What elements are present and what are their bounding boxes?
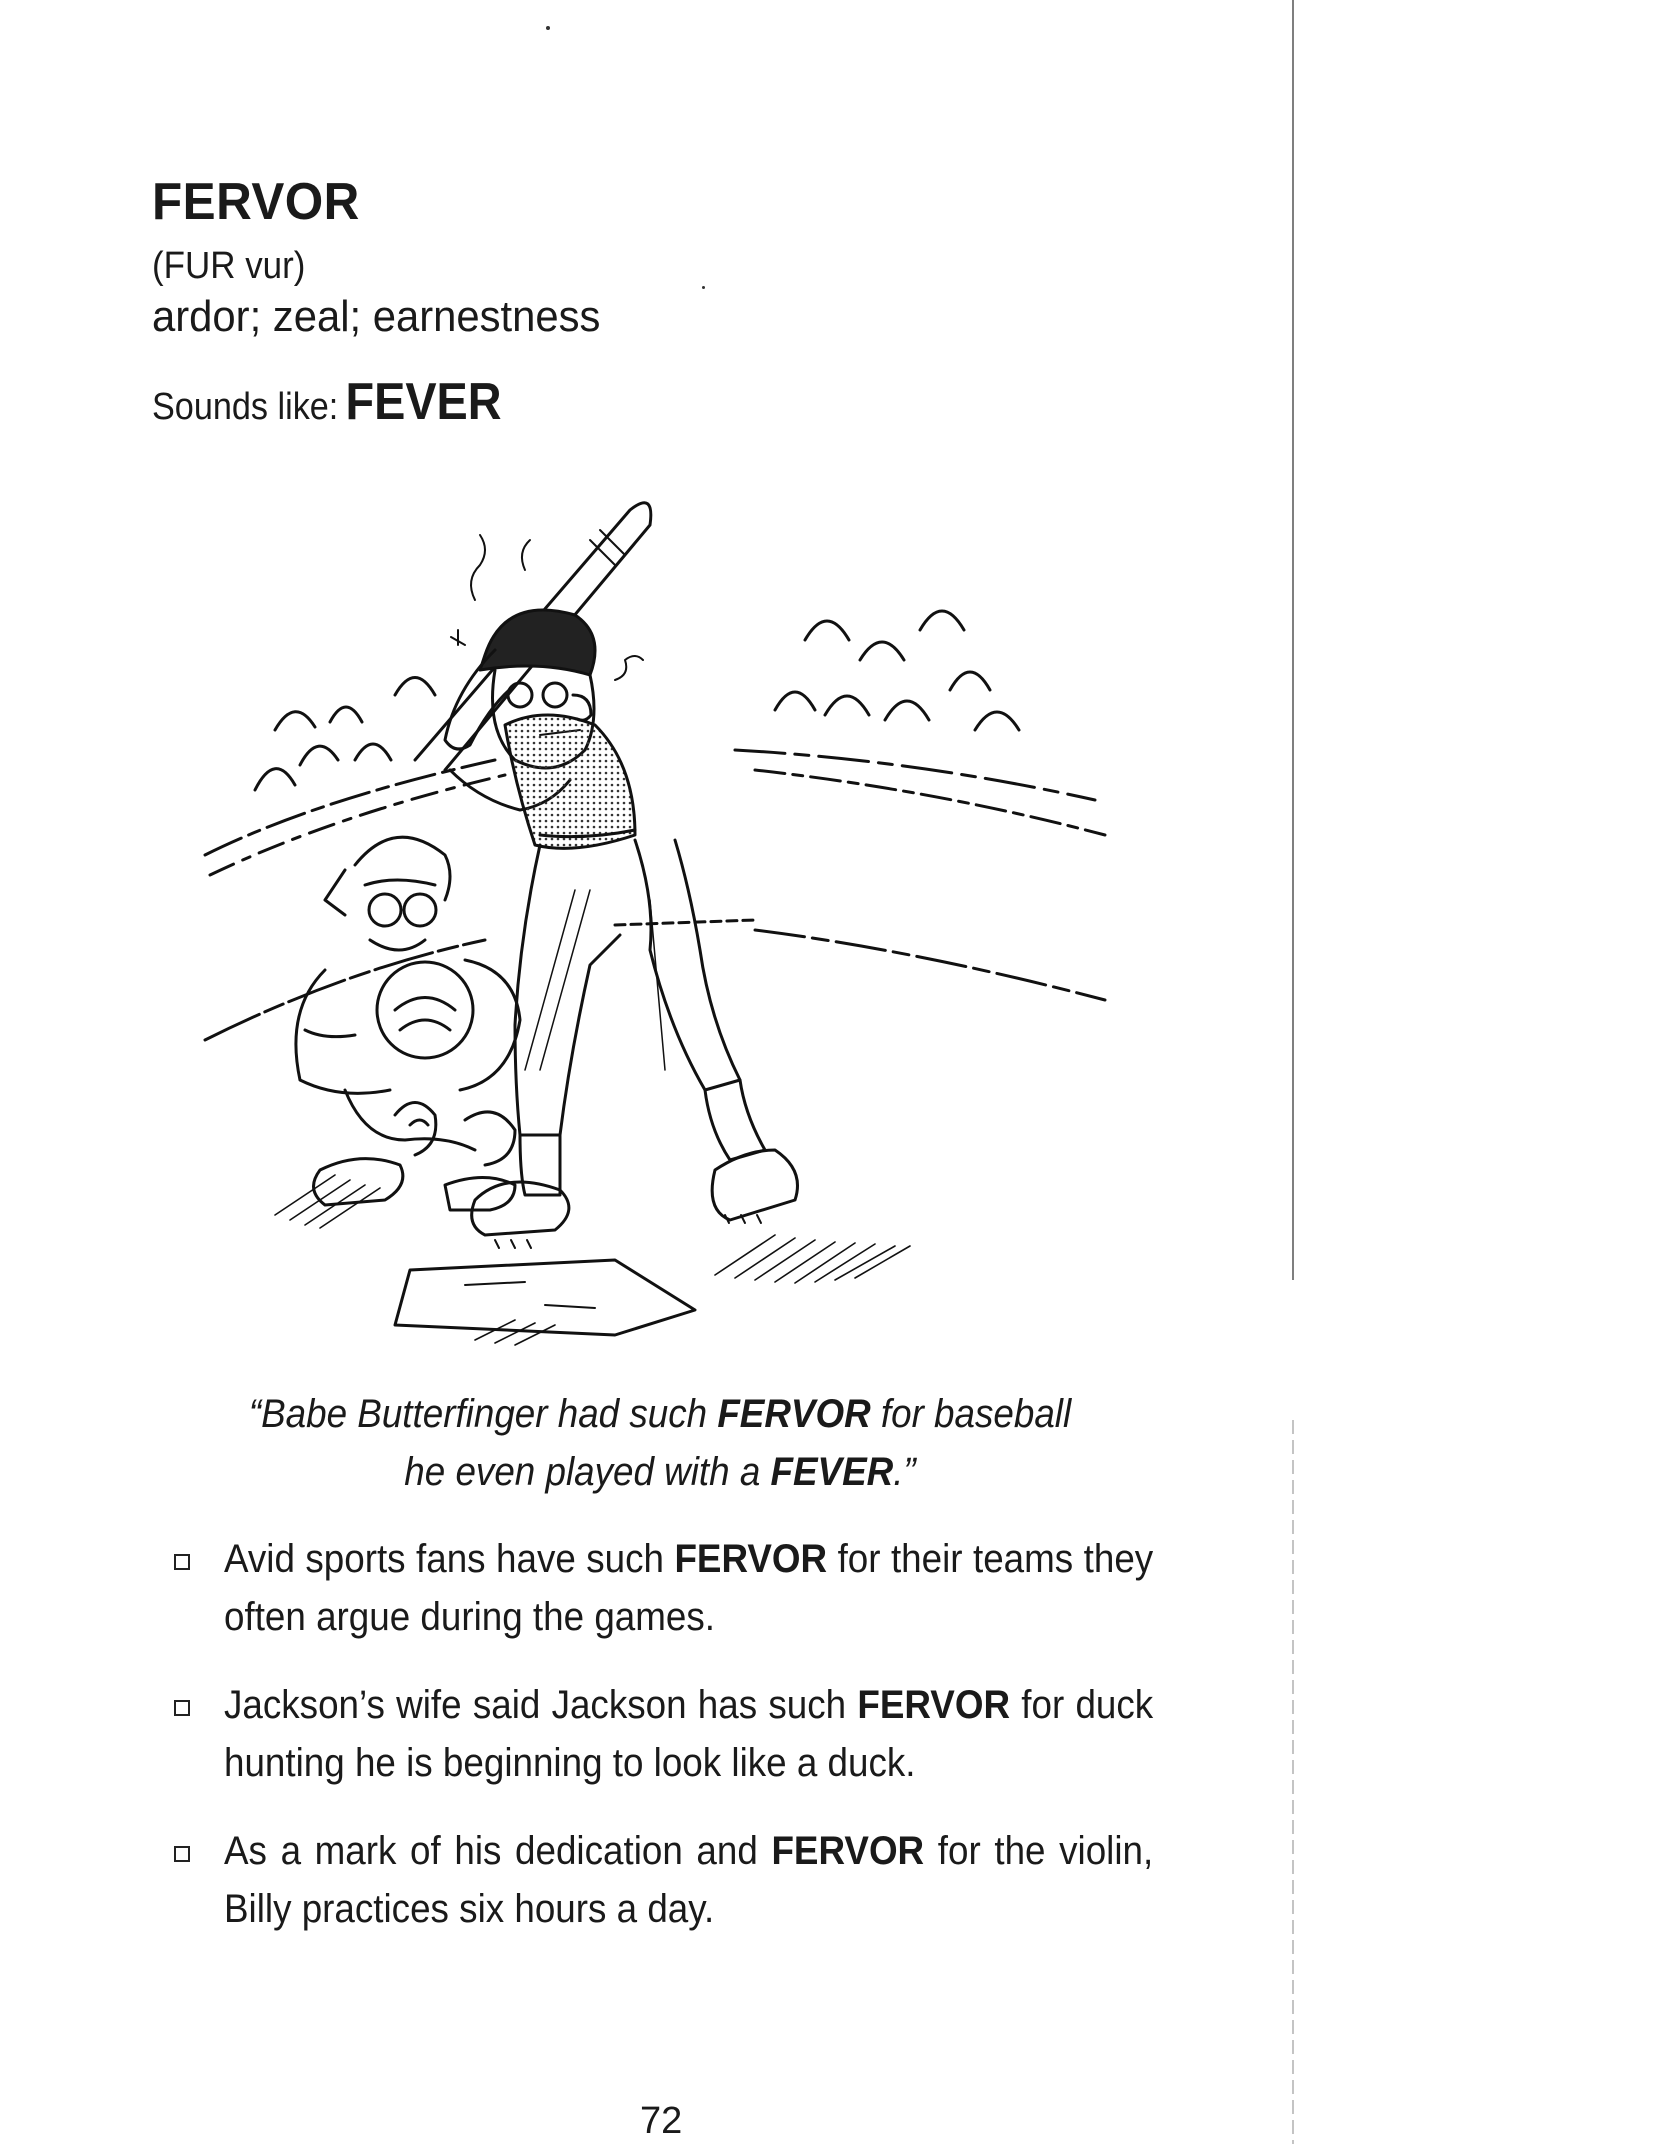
ink-speck (546, 26, 550, 30)
stadium-wall (205, 750, 1105, 875)
example-text: Avid sports fans have such FERVOR for their teams they often argue during the games. (224, 1537, 1154, 1639)
page-number: 72 (640, 2100, 683, 2142)
definition: ardor; zeal; earnestness (152, 292, 601, 341)
checkbox-bullet-icon (174, 1554, 190, 1570)
caption-text: “Babe Butterfinger had such (248, 1392, 718, 1436)
example-item (168, 1530, 1158, 1646)
checkbox-bullet-icon (174, 1846, 190, 1862)
sounds-like (152, 372, 502, 432)
example-item (168, 1822, 1158, 1938)
ink-speck (702, 286, 705, 289)
sounds-like-label: Sounds like: (152, 386, 339, 428)
infield-line (205, 920, 1105, 1040)
caption-text: for baseball he even played with a (404, 1392, 1072, 1494)
catcher (296, 837, 520, 1210)
baseball-cartoon-illustration (195, 470, 1135, 1370)
example-sentences (168, 1530, 1158, 1968)
binding-edge (1290, 0, 1296, 2144)
example-item (168, 1676, 1158, 1792)
home-plate (395, 1260, 695, 1335)
example-text: Jackson’s wife said Jackson has such FERVOR for duck hunting he is beginning to look like a duck. (224, 1683, 1154, 1785)
entry-word: FERVOR (152, 173, 360, 231)
pronunciation: (FUR vur) (152, 245, 306, 287)
crowd (255, 611, 1019, 790)
caption-text: .” (893, 1450, 916, 1494)
checkbox-bullet-icon (174, 1700, 190, 1716)
illustration-caption (237, 1385, 1083, 1501)
example-text: As a mark of his dedication and FERVOR for the violin, Billy practices six hours a day. (224, 1829, 1154, 1931)
caption-bold-word: FERVOR (717, 1392, 871, 1436)
batter (415, 503, 798, 1248)
caption-bold-word: FEVER (770, 1450, 894, 1494)
sounds-like-word: FEVER (345, 373, 502, 431)
